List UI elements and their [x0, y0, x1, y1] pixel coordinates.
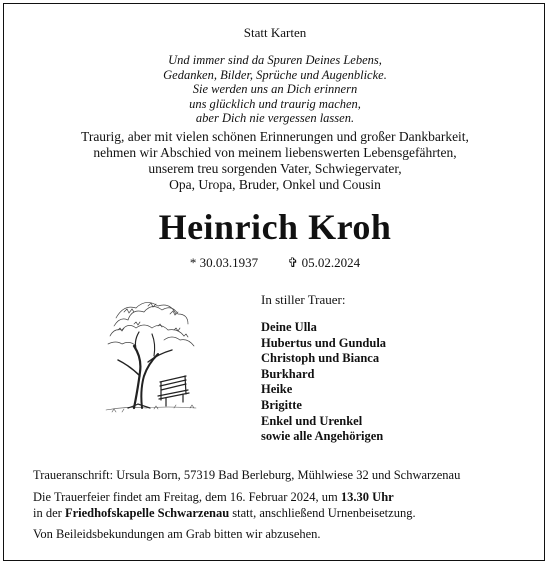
- family-member: Christoph und Bianca: [261, 351, 380, 366]
- deceased-name: Heinrich Kroh: [158, 207, 392, 247]
- mourning-address: Traueranschrift: Ursula Born, 57319 Bad Berleburg, Mühlwiese 32 und Schwarzenau: [33, 468, 461, 482]
- family-member: Hubertus und Gundula: [261, 335, 387, 350]
- ceremony-time: 13.30 Uhr: [340, 490, 394, 504]
- tree-bench-illustration: [104, 296, 200, 414]
- family-member: Deine Ulla: [261, 320, 317, 334]
- family-member: Burkhard: [261, 366, 315, 381]
- intro-line: nehmen wir Abschied von meinem liebenswerten Lebensgefährten,: [93, 145, 457, 160]
- intro-line: unserem treu sorgenden Vater, Schwiegervater,: [148, 161, 402, 176]
- ceremony-line-2: [33, 506, 416, 522]
- ceremony-text: Die Trauerfeier findet am Freitag, dem 16. Februar 2024, um: [33, 490, 341, 504]
- family-member: sowie alle Angehörigen: [261, 429, 384, 444]
- ceremony-text: statt, anschließend Urnenbeisetzung.: [229, 505, 416, 520]
- intro-line: Traurig, aber mit vielen schönen Erinnerungen und großer Dankbarkeit,: [81, 129, 469, 144]
- poem-line: Sie werden uns an Dich erinnern: [192, 82, 358, 96]
- condolence-note: Von Beileidsbekundungen am Grab bitten wir abzusehen.: [33, 527, 321, 541]
- family-list: [261, 320, 386, 445]
- poem-line: Und immer sind da Spuren Deines Lebens,: [168, 53, 382, 67]
- ceremony-text: in der: [33, 505, 65, 520]
- family-member: Brigitte: [261, 397, 302, 412]
- death-date: ✞ 05.02.2024: [287, 255, 361, 270]
- life-dates: [0, 255, 550, 271]
- poem: [0, 53, 550, 126]
- header-text: Statt Karten: [243, 25, 307, 40]
- ceremony-line-1: [33, 490, 416, 506]
- poem-line: aber Dich nie vergessen lassen.: [195, 111, 355, 125]
- intro-text: [0, 129, 550, 193]
- ceremony-place: Friedhofskapelle Schwarzenau: [64, 505, 230, 520]
- poem-line: Gedanken, Bilder, Sprüche und Augenblicke.: [163, 67, 387, 82]
- intro-line: Opa, Uropa, Bruder, Onkel und Cousin: [169, 177, 381, 192]
- birth-date: * 30.03.1937: [189, 255, 259, 270]
- family-member: Heike: [261, 382, 293, 397]
- mourning-label: In stiller Trauer:: [261, 292, 346, 307]
- poem-line: uns glücklich und traurig machen,: [189, 96, 361, 111]
- family-member: Enkel und Urenkel: [261, 413, 363, 428]
- ceremony-info: [33, 490, 416, 521]
